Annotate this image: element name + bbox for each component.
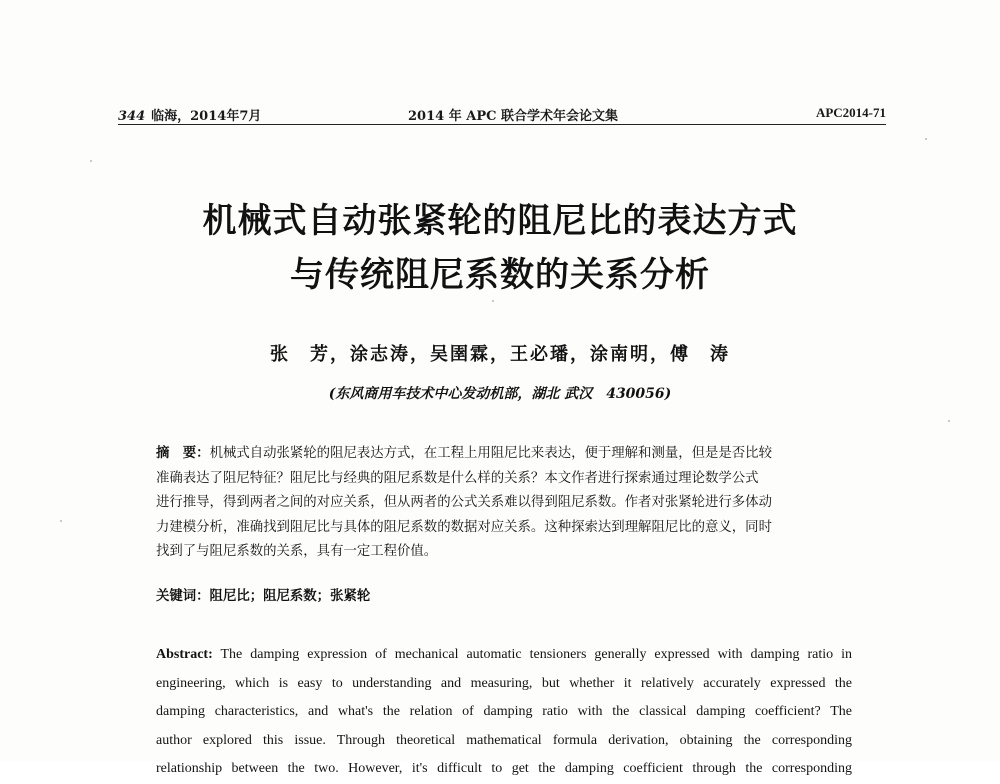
chinese-abstract-line: 进行推导，得到两者之间的对应关系，但从两者的公式关系难以得到阻尼系数。作者对张紧轮进行多体动 — [156, 495, 772, 511]
scan-speck — [925, 138, 927, 140]
running-header — [118, 105, 886, 125]
author-list: 张 芳，涂志涛，吴圉霖，王必璠，涂南明，傅 涛 — [270, 344, 730, 365]
header-paper-id: APC2014-71 — [815, 105, 886, 120]
keywords: 关键词：阻尼比；阻尼系数；张紧轮 — [156, 588, 371, 604]
chinese-abstract-line — [156, 441, 856, 467]
chinese-abstract-line: 准确表达了阻尼特征？阻尼比与经典的阻尼系数是什么样的关系？本文作者进行探索通过理论数学公式 — [156, 470, 759, 486]
english-abstract-line: relationship between the two. However, it's difficult to get the damping coefficient through the corresponding — [156, 761, 852, 776]
english-abstract-label: Abstract: — [156, 647, 213, 662]
english-abstract-line: engineering, which is easy to understanding and measuring, but whether it relatively accurately expressed the — [156, 675, 852, 691]
chinese-abstract-label: 摘 要： — [156, 445, 210, 461]
header-proceedings: 2014 年 APC 联合学术年会论文集 — [408, 109, 618, 124]
english-abstract-line: damping characteristics, and what's the relation of damping ratio with the classical damping coefficient? The — [156, 704, 852, 719]
chinese-abstract-line: 力建模分析，准确找到阻尼比与具体的阻尼系数的数据对应关系。这种探索达到理解阻尼比的意义，同时 — [156, 519, 772, 535]
scan-speck — [60, 520, 62, 522]
scan-speck — [948, 420, 950, 422]
header-location-date: 临海，2014年7月 — [151, 109, 262, 124]
chinese-abstract — [156, 441, 856, 565]
paper-title-line-2: 与传统阻尼系数的关系分析 — [290, 255, 710, 295]
english-abstract-line — [156, 641, 852, 670]
english-abstract-text: The damping expression of mechanical automatic tensioners generally expressed with damping ratio in — [212, 647, 852, 662]
header-left — [118, 105, 261, 124]
chinese-abstract-text: 机械式自动张紧轮的阻尼表达方式，在工程上用阻尼比来表达，便于理解和测量，但是是否比较 — [209, 446, 772, 461]
scan-speck — [90, 160, 92, 162]
page-number: 344 — [118, 109, 146, 124]
paper-title-line-1: 机械式自动张紧轮的阻尼比的表达方式 — [202, 201, 798, 241]
scan-speck — [492, 300, 494, 302]
english-abstract-line: author explored this issue. Through theoretical mathematical formula derivation, obtaining the corresponding — [156, 732, 852, 748]
english-abstract — [156, 641, 852, 784]
author-affiliation: (东风商用车技术中心发动机部，湖北 武汉 430056) — [328, 386, 672, 402]
chinese-abstract-line: 找到了与阻尼系数的关系，具有一定工程价值。 — [156, 544, 438, 560]
header-divider — [118, 124, 886, 125]
